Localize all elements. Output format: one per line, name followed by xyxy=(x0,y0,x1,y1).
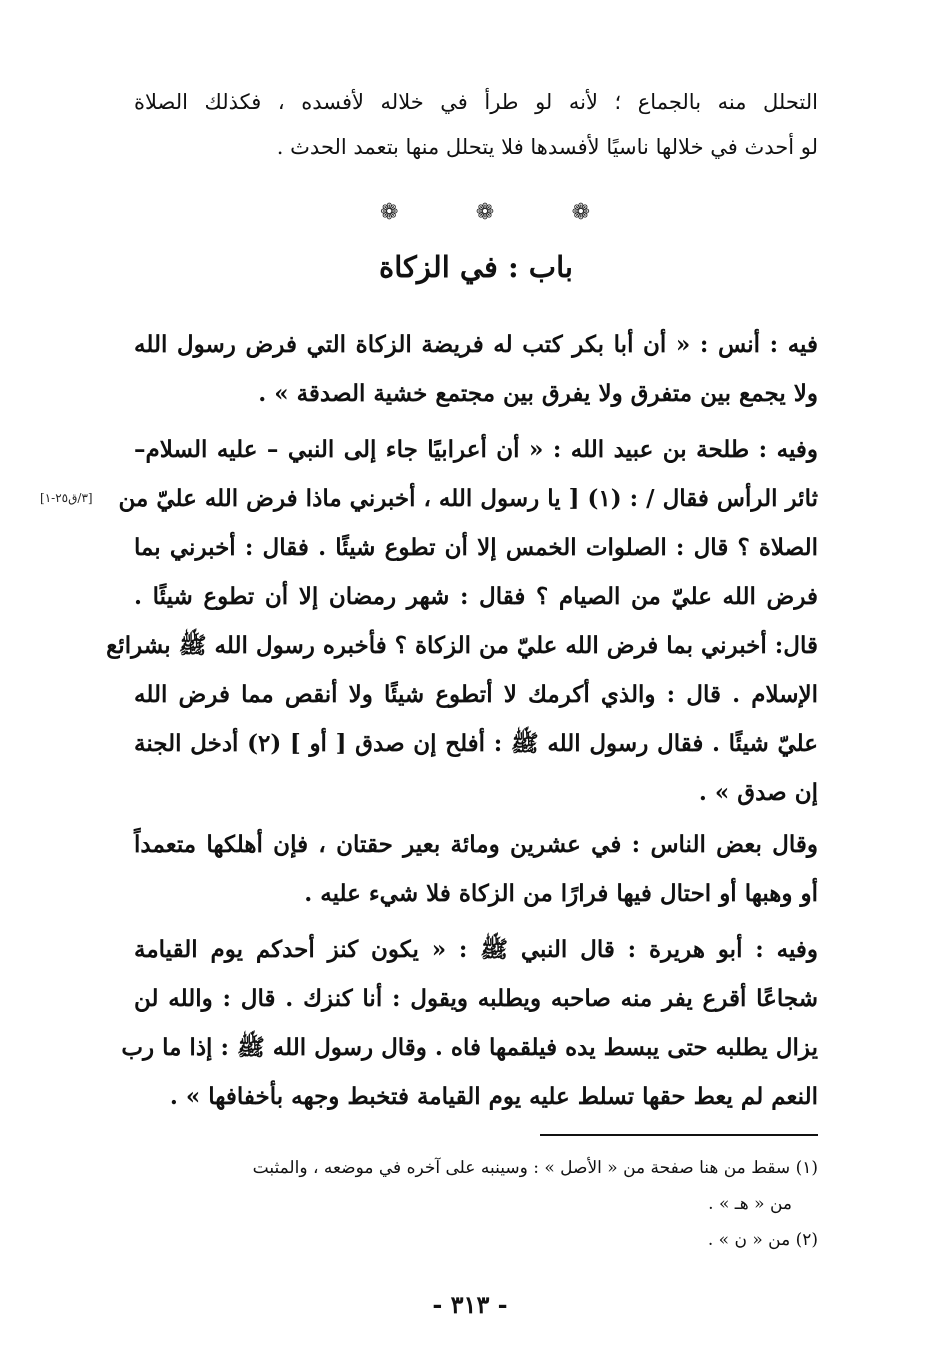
footnote-divider xyxy=(540,1134,818,1136)
text-line: شجاعًا أقرع يفر منه صاحبه ويطلبه ويقول : أنا كنزك . قال : والله لن xyxy=(134,985,818,1012)
paragraph-anas xyxy=(134,320,818,418)
text-line: وفيه : أبو هريرة : قال النبي ﷺ : « يكون كنز أحدكم يوم القيامة xyxy=(134,936,818,963)
paragraph-some-people xyxy=(134,820,818,918)
footnote-1-continuation: من « هـ » . xyxy=(708,1194,792,1214)
text-line: ثائر الرأس فقال / : (١) [ يا رسول الله ، أخبرني ماذا فرض الله عليّ من xyxy=(118,485,818,512)
text-line: يزال يطلبه حتى يبسط يده فيلقمها فاه . وقال رسول الله ﷺ : إذا ما رب xyxy=(121,1034,818,1061)
text-line: وقال بعض الناس : في عشرين ومائة بعير حقتان ، فإن أهلكها متعمداً xyxy=(134,831,818,858)
footnotes xyxy=(134,1150,818,1258)
text-line: ولا يجمع بين متفرق ولا يفرق بين مجتمع خشية الصدقة » . xyxy=(258,380,818,407)
text-line: أو وهبها أو احتال فيها فرارًا من الزكاة فلا شيء عليه . xyxy=(304,880,818,907)
text-line: التحلل منه بالجماع ؛ لأنه لو طرأ في خلاله لأفسده ، فكذلك الصلاة xyxy=(134,90,818,114)
text-line: عليّ شيئًا . فقال رسول الله ﷺ : أفلح إن صدق [ أو ] (٢) أدخل الجنة xyxy=(134,730,818,757)
page-number: - ٣١٣ - xyxy=(432,1290,508,1319)
star-ornament-icon: ❁ xyxy=(380,200,399,225)
star-ornament-icon: ❁ xyxy=(475,200,495,225)
paragraph-talha xyxy=(106,425,818,817)
text-line: النعم لم يعط حقها تسلط عليه يوم القيامة فتخبط وجهه بأخفافها » . xyxy=(169,1083,818,1110)
intro-paragraph xyxy=(134,80,818,170)
text-line: فرض الله عليّ من الصيام ؟ فقال : شهر رمضان إلا أن تطوع شيئًا . xyxy=(134,583,818,610)
paragraph-abu-hurayra xyxy=(121,925,818,1121)
text-line: الإسلام . قال : والذي أكرمك لا أتطوع شيئًا ولا أنقص مما فرض الله xyxy=(134,681,818,708)
text-line: فيه : أنس : « أن أبا بكر كتب له فريضة الزكاة التي فرض رسول الله xyxy=(134,331,818,358)
star-ornament-icon: ❁ xyxy=(571,200,590,225)
section-separator xyxy=(380,200,590,225)
footnote-1: (١) سقط من هنا صفحة من « الأصل » : وسينبه على آخره في موضعه ، والمثبت xyxy=(252,1158,818,1178)
chapter-heading: باب : في الزكاة xyxy=(379,250,573,284)
footnote-2: (٢) من « ن » . xyxy=(707,1230,818,1250)
text-line: وفيه : طلحة بن عبيد الله : « أن أعرابيًا جاء إلى النبي – عليه السلام– xyxy=(134,436,818,463)
manuscript-margin-note: [٣/ق٢٥-١] xyxy=(40,491,93,505)
text-line: إن صدق » . xyxy=(698,779,818,806)
text-line: لو أحدث في خلالها ناسيًا لأفسدها فلا يتحلل منها بتعمد الحدث . xyxy=(276,135,818,159)
text-line: الصلاة ؟ قال : الصلوات الخمس إلا أن تطوع شيئًا . فقال : أخبرني بما xyxy=(134,534,818,561)
text-line: قال: أخبرني بما فرض الله عليّ من الزكاة ؟ فأخبره رسول الله ﷺ بشرائع xyxy=(106,632,818,659)
